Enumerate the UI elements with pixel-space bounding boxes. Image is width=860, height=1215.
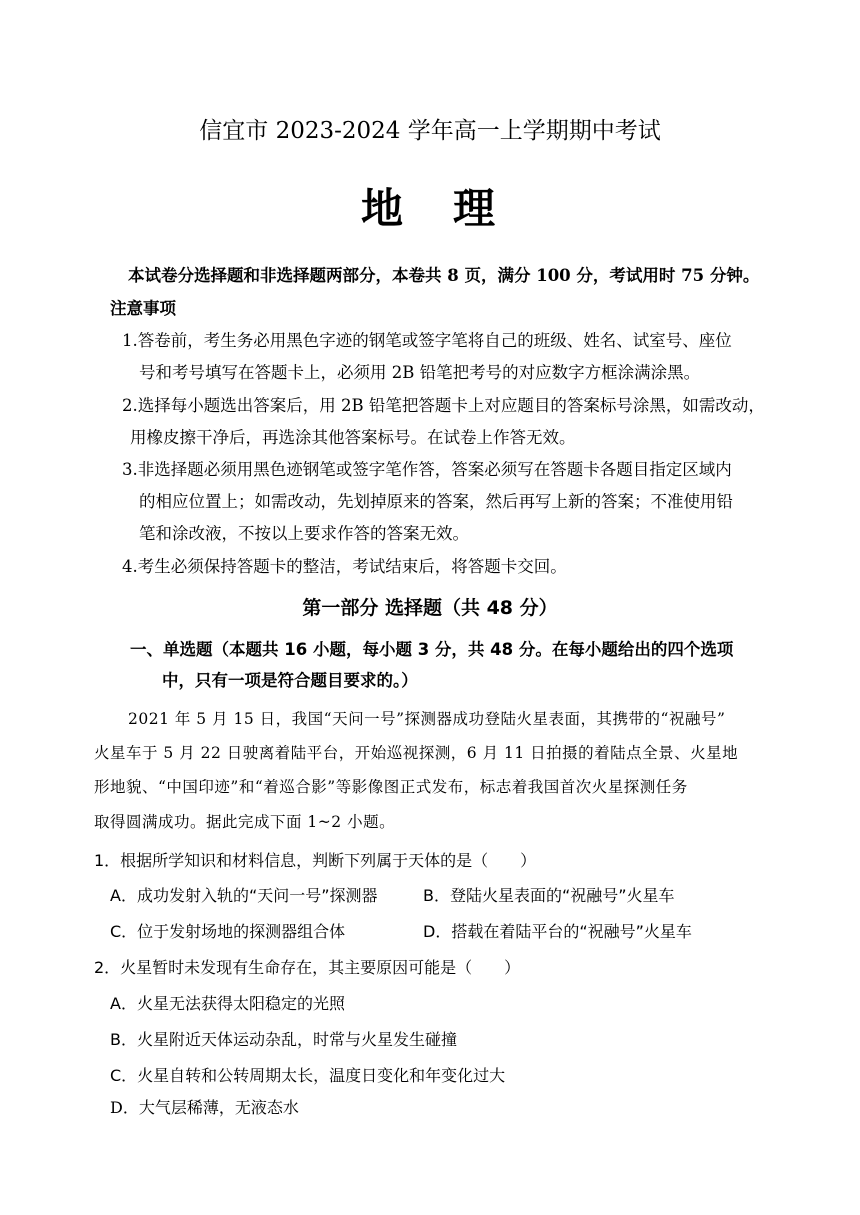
notice-item-3-line2: 的相应位置上；如需改动，先划掉原来的答案，然后再写上新的答案；不准使用铅 <box>139 492 733 511</box>
section-instruction-line2: 中，只有一项是符合题目要求的。） <box>162 671 418 690</box>
question-1-option-b: B．登陆火星表面的“祝融号”火星车 <box>423 886 675 905</box>
exam-intro: 本试卷分选择题和非选择题两部分，本卷共 8 页，满分 100 分，考试用时 75 分钟。 <box>128 266 760 285</box>
section-instruction-line1: 一、单选题（本题共 16 小题，每小题 3 分，共 48 分。在每小题给出的四个选项 <box>130 640 734 659</box>
part1-heading: 第一部分 选择题（共 48 分） <box>302 597 558 619</box>
question-1-option-a: A．成功发射入轨的“天问一号”探测器 <box>110 886 378 905</box>
question-1-stem: 1．根据所学知识和材料信息，判断下列属于天体的是（ ） <box>94 851 537 870</box>
notice-item-4-line1: 4.考生必须保持答题卡的整洁，考试结束后，将答题卡交回。 <box>122 557 567 576</box>
question-2-option-c: C．火星自转和公转周期太长，温度日变化和年变化过大 <box>110 1066 506 1085</box>
passage-line-3: 形地貌、“中国印迹”和“着巡合影”等影像图正式发布，标志着我国首次火星探测任务 <box>94 778 688 796</box>
notice-item-3-line3: 笔和涂改液，不按以上要求作答的答案无效。 <box>139 524 469 543</box>
notice-item-3-line1: 3.非选择题必须用黑色迹钢笔或签字笔作答，答案必须写在答题卡各题目指定区域内 <box>122 460 732 479</box>
question-2-option-a: A．火星无法获得太阳稳定的光照 <box>110 994 345 1013</box>
passage-line-1: 2021 年 5 月 15 日，我国“天问一号”探测器成功登陆火星表面，其携带的“祝融号” <box>128 710 726 728</box>
question-1-option-d: D．搭载在着陆平台的“祝融号”火星车 <box>423 922 692 941</box>
notice-item-2-line2: 用橡皮擦干净后，再选涂其他答案标号。在试卷上作答无效。 <box>130 428 576 447</box>
subject-title: 地 理 <box>360 184 499 233</box>
notice-heading: 注意事项 <box>110 299 176 318</box>
passage-line-2: 火星车于 5 月 22 日驶离着陆平台，开始巡视探测，6 月 11 日拍摄的着陆点全景、火星地 <box>94 744 739 762</box>
exam-title: 信宜市 2023-2024 学年高一上学期期中考试 <box>199 118 661 144</box>
notice-item-2-line1: 2.选择每小题选出答案后，用 2B 铅笔把答题卡上对应题目的答案标号涂黑，如需改动， <box>122 396 765 415</box>
question-2-stem: 2．火星暂时未发现有生命存在，其主要原因可能是（ ） <box>94 958 521 977</box>
notice-item-1-line2: 号和考号填写在答题卡上，必须用 2B 铅笔把考号的对应数字方框涂满涂黑。 <box>139 363 701 382</box>
notice-item-1-line1: 1.答卷前，考生务必用黑色字迹的钢笔或签字笔将自己的班级、姓名、试室号、座位 <box>122 331 732 350</box>
passage-line-4: 取得圆满成功。据此完成下面 1~2 小题。 <box>94 813 396 831</box>
question-1-option-c: C．位于发射场地的探测器组合体 <box>110 922 346 941</box>
question-2-option-d: D．大气层稀薄，无液态水 <box>110 1098 299 1117</box>
question-2-option-b: B．火星附近天体运动杂乱，时常与火星发生碰撞 <box>110 1030 457 1049</box>
